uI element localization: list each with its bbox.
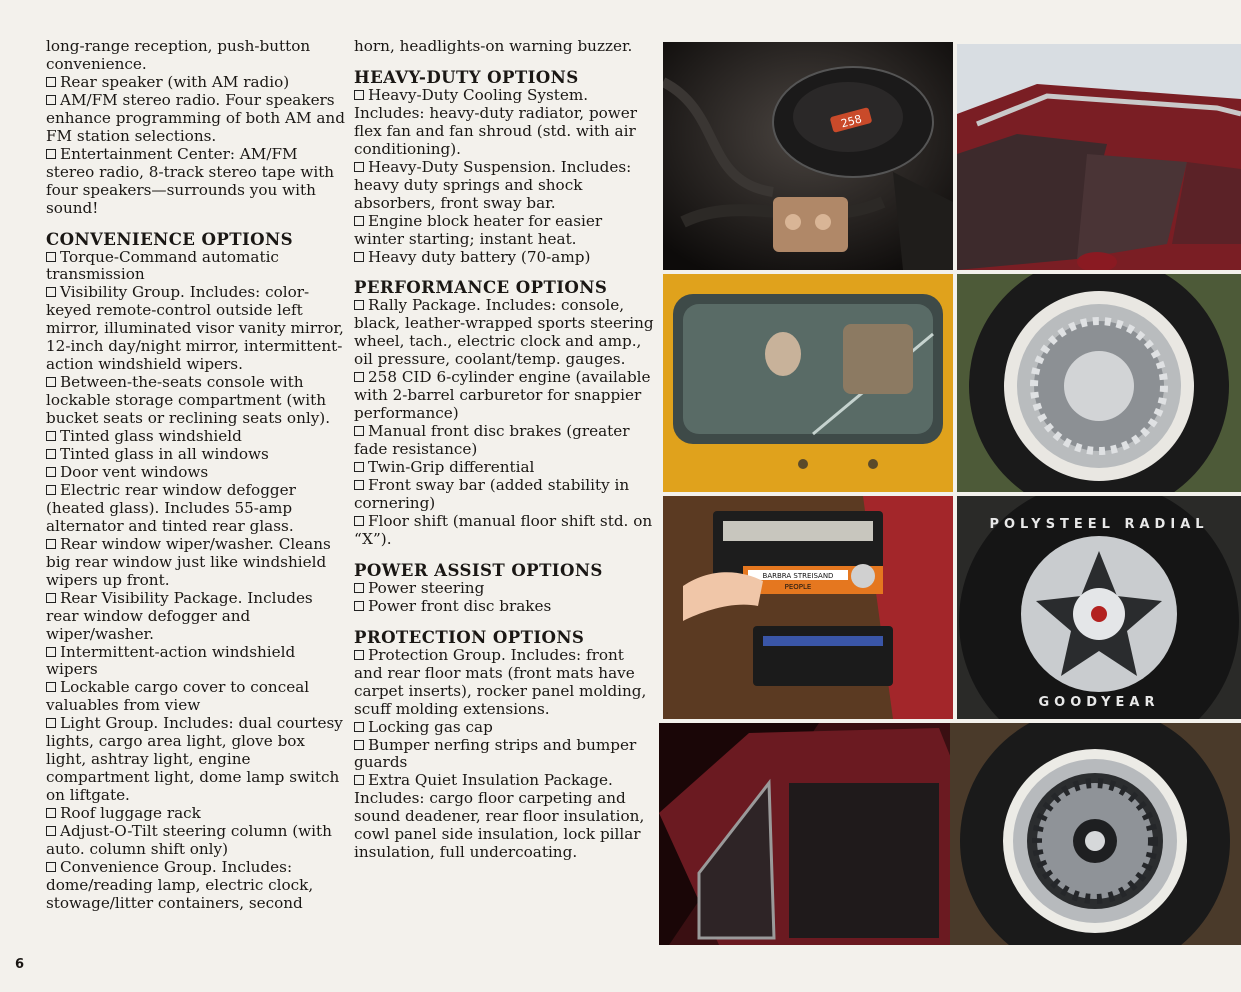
vent-window-photo [659, 723, 953, 945]
option-item [354, 647, 654, 719]
checkbox-icon [354, 462, 364, 472]
maroon-car-roof-rack-photo [957, 44, 1241, 270]
checkbox-icon [354, 516, 364, 526]
option-item [354, 580, 654, 598]
checkbox-icon [354, 426, 364, 436]
section-heading: PROTECTION OPTIONS [354, 626, 585, 647]
option-text: Floor shift (manual floor shift std. on “X”). [354, 511, 653, 548]
option-item [46, 374, 346, 428]
checkbox-icon [354, 216, 364, 226]
option-item [354, 87, 654, 159]
option-item [46, 428, 346, 446]
options-column-right [354, 38, 654, 862]
checkbox-icon [46, 808, 56, 818]
option-text: Heavy duty battery (70-amp) [368, 247, 591, 266]
option-item [354, 737, 654, 773]
entertainment-center-photo [663, 496, 953, 719]
option-text: Adjust-O-Tilt steering column (with auto. column shift only) [46, 822, 332, 858]
option-text: Light Group. Includes: dual courtesy lights, cargo area light, glove box light, ashtray light, engine compartment light, dome lamp switch on liftgate. [46, 714, 343, 805]
option-text: Protection Group. Includes: front and rear floor mats (front mats have carpet inserts), rocker panel molding, scuff molding extensions. [354, 645, 647, 718]
option-item [46, 146, 346, 218]
option-item [354, 249, 654, 267]
option-text: Visibility Group. Includes: color-keyed remote-control outside left mirror, illuminated visor vanity mirror, 12-inch day/night mirror, intermittent-action windshield wipers. [46, 283, 344, 374]
option-text: Heavy-Duty Cooling System. Includes: heavy-duty radiator, power flex fan and fan shroud (std. with air conditioning). [354, 85, 638, 158]
checkbox-icon [354, 162, 364, 172]
option-item [354, 513, 654, 549]
checkbox-icon [46, 467, 56, 477]
option-text: Power front disc brakes [368, 596, 552, 615]
option-item [46, 590, 346, 644]
option-item [354, 297, 654, 369]
option-text: Bumper nerfing strips and bumper guards [354, 735, 637, 772]
tire-brand-text: GOODYEAR [1038, 695, 1160, 710]
checkbox-icon [46, 647, 56, 657]
option-item [46, 805, 346, 823]
option-text: Power steering [368, 578, 485, 597]
styled-wheel-polysteel-radial-photo [957, 496, 1241, 719]
checkbox-icon [46, 95, 56, 105]
cartridge-artist-label: BARBRA STREISAND [762, 572, 834, 580]
option-text: Door vent windows [60, 462, 209, 481]
option-item [354, 772, 654, 862]
checkbox-icon [354, 650, 364, 660]
option-text: 258 CID 6-cylinder engine (available with 2-barrel carburetor for snappier performance) [354, 368, 651, 423]
option-text: horn, headlights-on warning buzzer. [354, 37, 633, 55]
checkbox-icon [354, 252, 364, 262]
option-text: Locking gas cap [368, 717, 493, 736]
option-item [46, 249, 346, 285]
checkbox-icon [354, 90, 364, 100]
checkbox-icon [46, 287, 56, 297]
checkbox-icon [46, 485, 56, 495]
option-text: Torque-Command automatic transmission [46, 247, 279, 284]
checkbox-icon [354, 740, 364, 750]
section-heading: PERFORMANCE OPTIONS [354, 277, 608, 298]
option-text: Between-the-seats console with lockable storage compartment (with bucket seats or reclining seats only). [46, 373, 331, 428]
checkbox-icon [354, 601, 364, 611]
checkbox-icon [354, 583, 364, 593]
checkbox-icon [354, 775, 364, 785]
tire-model-text: POLYSTEEL RADIAL [989, 517, 1209, 532]
section-spacer [354, 616, 654, 628]
checkbox-icon [46, 149, 56, 159]
option-item [354, 459, 654, 477]
cartridge-album-label: PEOPLE [784, 583, 812, 591]
option-text: long-range reception, push-button convenience. [46, 37, 311, 73]
option-item [46, 92, 346, 146]
option-text: Front sway bar (added stability in cornering) [354, 476, 630, 512]
section-spacer [46, 218, 346, 230]
option-item [46, 464, 346, 482]
checkbox-icon [354, 300, 364, 310]
option-item [46, 536, 346, 590]
section-heading: POWER ASSIST OPTIONS [354, 559, 603, 580]
section-heading: HEAVY-DUTY OPTIONS [354, 66, 579, 87]
checkbox-icon [46, 862, 56, 872]
option-item [46, 715, 346, 805]
page-number: 6 [15, 957, 25, 972]
option-item [46, 644, 346, 680]
option-text: Extra Quiet Insulation Package. Includes: cargo floor carpeting and sound deadener, rear floor insulation, cowl panel side insulation, lock pillar insulation, full undercoating. [354, 771, 645, 862]
section-heading: CONVENIENCE OPTIONS [46, 228, 293, 249]
option-item [354, 213, 654, 249]
checkbox-icon [46, 252, 56, 262]
option-text: Entertainment Center: AM/FM stereo radio, 8-track stereo tape with four speakers—surrounds you with sound! [46, 144, 335, 217]
continued-text [354, 38, 654, 56]
option-text: Electric rear window defogger (heated glass). Includes 55-amp alternator and tinted rear glass. [46, 480, 296, 535]
option-text: Tinted glass windshield [60, 427, 242, 446]
continued-text [46, 38, 346, 74]
option-text: Roof luggage rack [60, 804, 201, 823]
option-text: Lockable cargo cover to conceal valuables from view [46, 678, 310, 715]
engine-photo [663, 42, 953, 270]
option-text: Convenience Group. Includes: dome/reading lamp, electric clock, stowage/litter containers, second [46, 857, 314, 912]
option-text: Manual front disc brakes (greater fade resistance) [354, 422, 630, 459]
option-item [354, 423, 654, 459]
option-text: Intermittent-action windshield wipers [46, 642, 296, 679]
options-column-left [46, 38, 346, 913]
option-item [354, 598, 654, 616]
option-text: Engine block heater for easier winter starting; instant heat. [354, 211, 603, 248]
option-text: Heavy-Duty Suspension. Includes: heavy duty springs and shock absorbers, front sway bar. [354, 157, 632, 212]
checkbox-icon [46, 377, 56, 387]
checkbox-icon [46, 682, 56, 692]
checkbox-icon [46, 431, 56, 441]
option-text: Twin-Grip differential [368, 458, 535, 477]
option-item [46, 446, 346, 464]
checkbox-icon [354, 480, 364, 490]
checkbox-icon [46, 449, 56, 459]
option-text: Rear window wiper/washer. Cleans big rear window just like windshield wipers up front. [46, 534, 331, 589]
option-item [354, 159, 654, 213]
option-item [46, 74, 346, 92]
option-item [354, 369, 654, 423]
option-item [46, 284, 346, 374]
option-text: Rally Package. Includes: console, black, leather-wrapped sports steering wheel, tach., electric clock and amp., oil pressure, coolant/temp. gauges. [354, 296, 654, 369]
checkbox-icon [354, 722, 364, 732]
checkbox-icon [46, 77, 56, 87]
wire-wheel-cover-photo [957, 274, 1241, 492]
option-text: AM/FM stereo radio. Four speakers enhance programming of both AM and FM station selections. [46, 90, 345, 145]
option-text: Tinted glass in all windows [60, 445, 269, 464]
option-item [46, 859, 346, 913]
option-item [354, 719, 654, 737]
option-item [46, 679, 346, 715]
turbine-wheel-photo [950, 723, 1241, 945]
checkbox-icon [46, 826, 56, 836]
checkbox-icon [46, 593, 56, 603]
option-text: Rear speaker (with AM radio) [60, 72, 290, 91]
option-item [46, 482, 346, 536]
option-item [46, 823, 346, 859]
option-item [354, 477, 654, 513]
checkbox-icon [46, 718, 56, 728]
yellow-car-rear-wiper-photo [663, 274, 953, 492]
option-text: Rear Visibility Package. Includes rear window defogger and wiper/washer. [46, 588, 313, 643]
checkbox-icon [354, 372, 364, 382]
checkbox-icon [46, 539, 56, 549]
engine-badge-text: 258 [839, 112, 864, 131]
